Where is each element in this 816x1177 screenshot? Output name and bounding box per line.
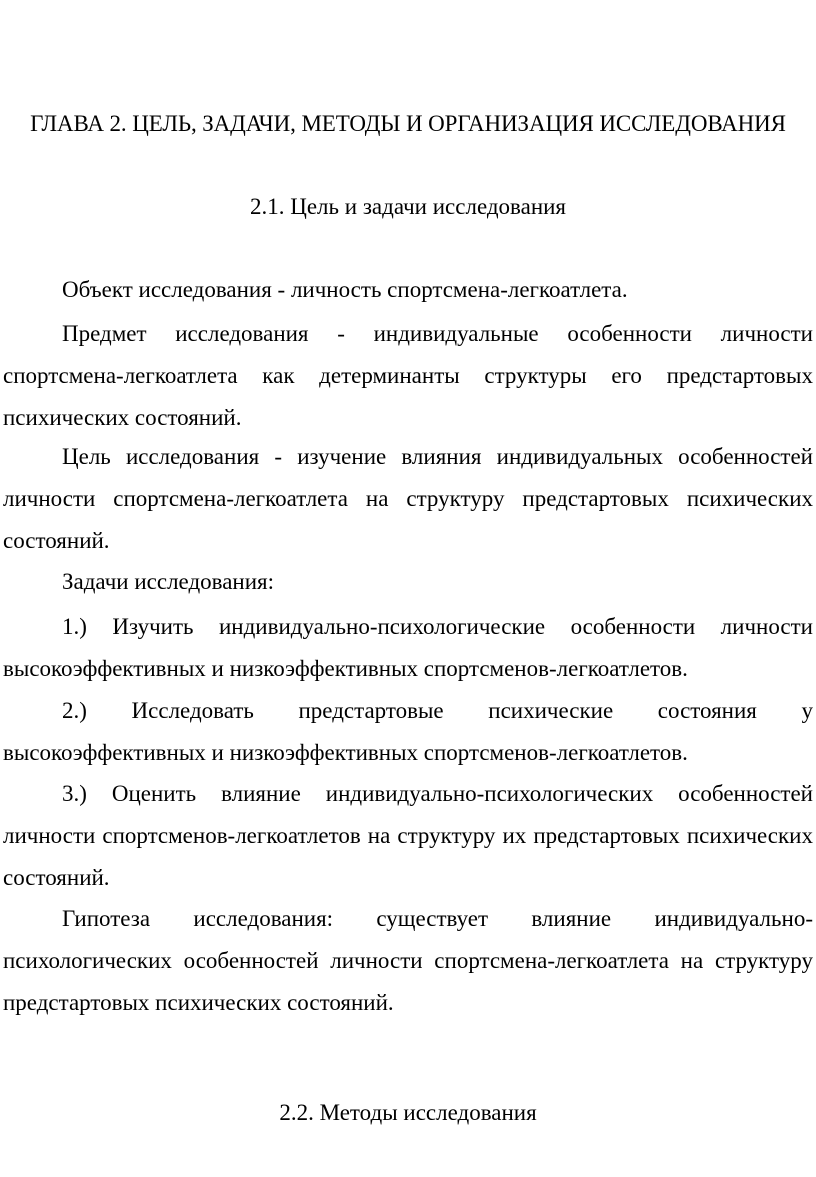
paragraph-tasks-heading: Задачи исследования: bbox=[62, 569, 275, 594]
paragraph-task-2: 2.) Исследовать предстартовые психические состояния у высокоэффективных и низкоэффективных спортсменов-легкоатлетов. bbox=[3, 698, 813, 765]
section-title-methods: 2.2. Методы исследования bbox=[279, 1100, 537, 1125]
paragraph-goal: Цель исследования - изучение влияния индивидуальных особенностей личности спортсмена-легкоатлета на структуру предстартовых психических состояний. bbox=[3, 444, 813, 553]
section-title-goals: 2.1. Цель и задачи исследования bbox=[249, 194, 567, 219]
paragraph-object: Объект исследования - личность спортсмена-легкоатлета. bbox=[62, 277, 628, 302]
paragraph-subject: Предмет исследования - индивидуальные особенности личности спортсмена-легкоатлета как детерминанты структуры его предстартовых психических состояний. bbox=[3, 321, 813, 430]
chapter-title: ГЛАВА 2. ЦЕЛЬ, ЗАДАЧИ, МЕТОДЫ И ОРГАНИЗАЦИЯ ИССЛЕДОВАНИЯ bbox=[30, 111, 786, 136]
paragraph-task-3: 3.) Оценить влияние индивидуально-психологических особенностей личности спортсменов-легкоатлетов на структуру их предстартовых психических состояний. bbox=[3, 781, 813, 890]
paragraph-hypothesis: Гипотеза исследования: существует влияние индивидуально-психологических особенностей личности спортсмена-легкоатлета на структуру предстартовых психических состояний. bbox=[3, 906, 813, 1015]
paragraph-task-1: 1.) Изучить индивидуально-психологические особенности личности высокоэффективных и низкоэффективных спортсменов-легкоатлетов. bbox=[3, 614, 813, 681]
